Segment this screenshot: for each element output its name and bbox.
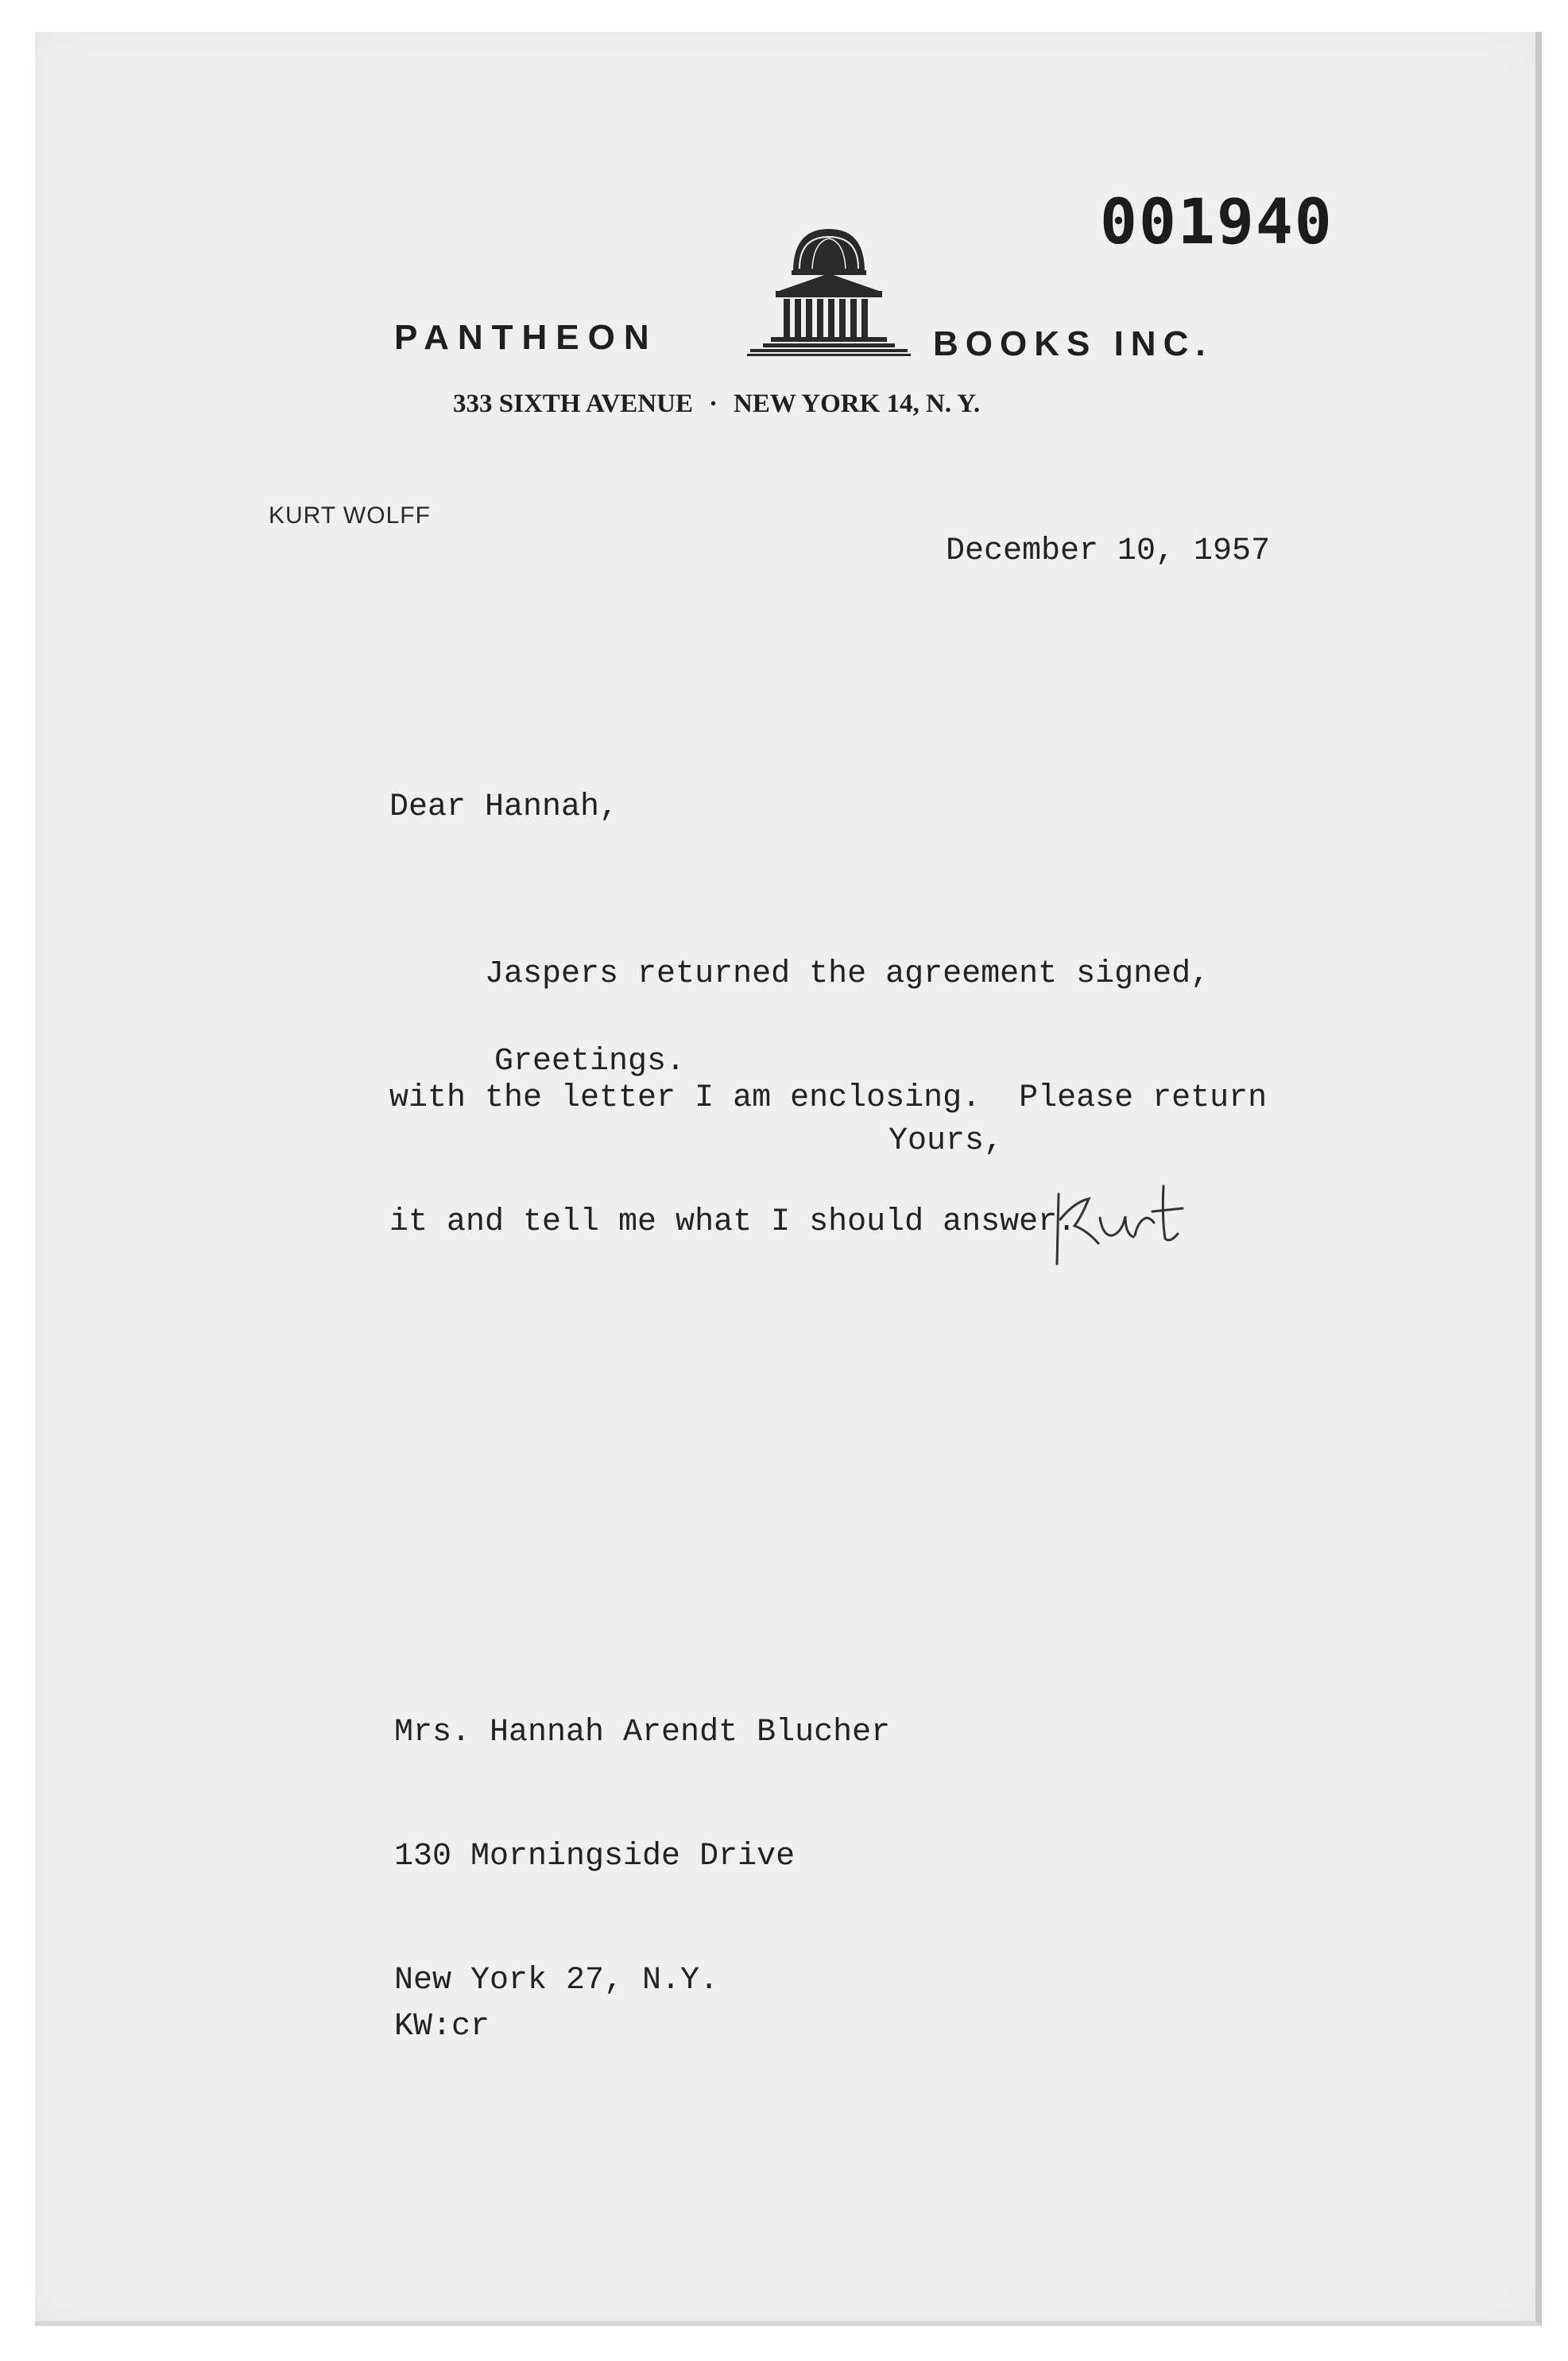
body-line: Jaspers returned the agreement signed, — [389, 956, 1210, 992]
recipient-line: 130 Morningside Drive — [394, 1839, 796, 1874]
letterhead-name-right: BOOKS INC. — [933, 324, 1213, 363]
address-street: 333 SIXTH AVENUE — [453, 390, 693, 418]
sender-name: KURT WOLFF — [269, 502, 431, 529]
letter-date: December 10, 1957 — [946, 533, 1271, 569]
recipient-line: New York 27, N.Y. — [394, 1963, 719, 1999]
document-number: 001940 — [1100, 187, 1334, 258]
body-line: with the letter I am enclosing. Please return — [389, 1080, 1268, 1116]
pantheon-temple-icon — [747, 223, 911, 359]
handwritten-signature — [1043, 1170, 1257, 1274]
address-separator: · — [708, 390, 718, 418]
letter-page — [35, 32, 1542, 2326]
reference-initials: KW:cr — [394, 2009, 490, 2045]
greeting: Greetings. — [494, 1044, 686, 1080]
recipient-line: Mrs. Hannah Arendt Blucher — [394, 1715, 891, 1750]
closing: Yours, — [889, 1123, 1004, 1159]
address-city: NEW YORK 14, N. Y. — [734, 390, 981, 418]
letterhead-address — [453, 390, 980, 419]
letterhead-name-left: PANTHEON — [394, 318, 658, 357]
body-line: it and tell me what I should answer. — [389, 1204, 1077, 1240]
salutation: Dear Hannah, — [389, 789, 619, 825]
